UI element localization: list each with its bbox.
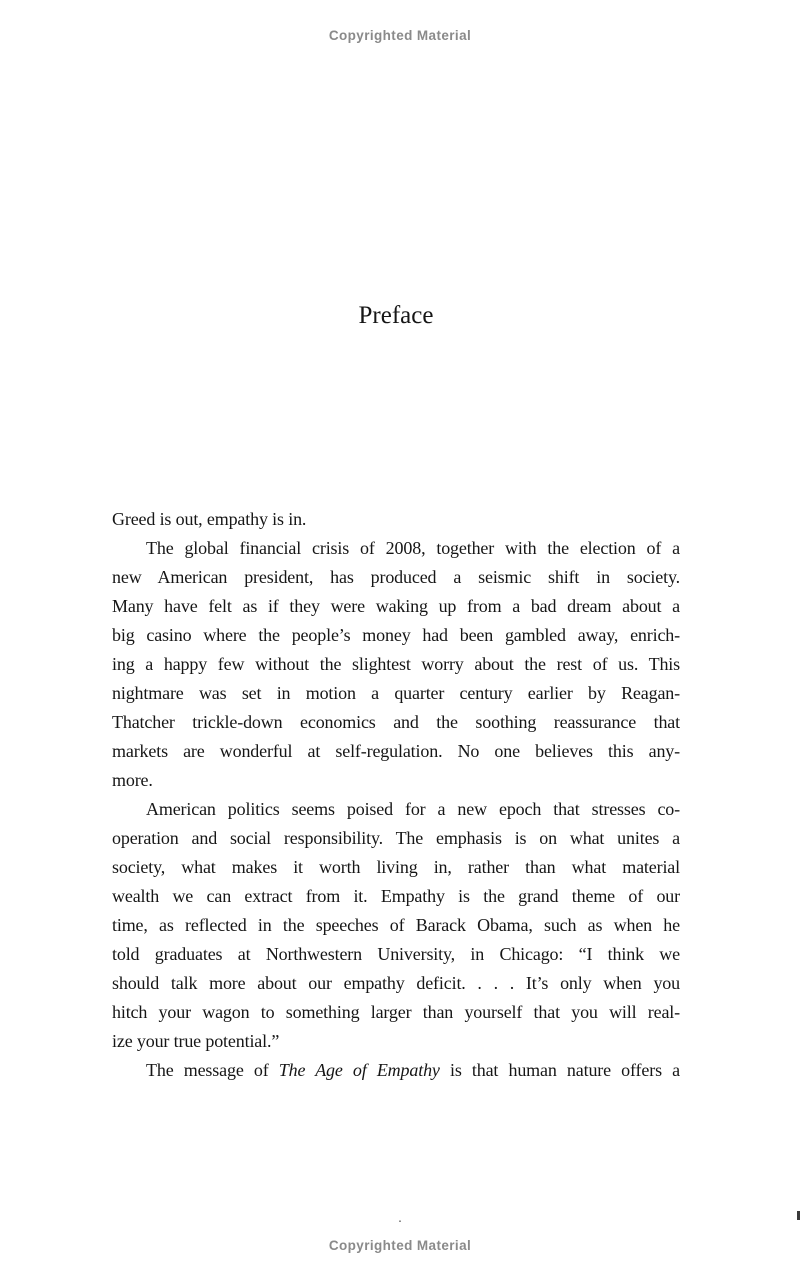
paragraph [112, 795, 680, 1056]
footer-dot: . [398, 1211, 402, 1226]
text-line [112, 1027, 680, 1056]
text-line [112, 592, 680, 621]
text-segment: Many have felt as if they were waking up from a bad dream about a [112, 596, 680, 616]
text-line [112, 795, 680, 824]
text-line [112, 824, 680, 853]
text-line [112, 563, 680, 592]
text-line [112, 766, 680, 795]
text-segment: markets are wonderful at self-regulation. No one believes this any- [112, 741, 680, 761]
text-segment: new American president, has produced a seismic shift in society. [112, 567, 680, 587]
text-line [112, 998, 680, 1027]
text-segment: The global financial crisis of 2008, together with the election of a [146, 538, 680, 558]
text-segment: ing a happy few without the slightest worry about the rest of us. This [112, 654, 680, 674]
text-segment: Thatcher trickle-down economics and the soothing reassurance that [112, 712, 680, 732]
text-line [112, 650, 680, 679]
text-segment: is that human nature offers a [439, 1060, 680, 1080]
text-segment: told graduates at Northwestern University, in Chicago: “I think we [112, 944, 680, 964]
paragraph [112, 505, 680, 534]
text-segment: wealth we can extract from it. Empathy is the grand theme of our [112, 886, 680, 906]
text-line [112, 505, 680, 534]
text-segment: more. [112, 770, 153, 790]
text-segment: operation and social responsibility. The emphasis is on what unites a [112, 828, 680, 848]
text-segment: should talk more about our empathy deficit. . . . It’s only when you [112, 973, 680, 993]
text-segment: big casino where the people’s money had been gambled away, enrich- [112, 625, 680, 645]
text-segment: society, what makes it worth living in, rather than what material [112, 857, 680, 877]
text-segment: American politics seems poised for a new epoch that stresses co- [146, 799, 680, 819]
text-line [112, 621, 680, 650]
text-line [112, 534, 680, 563]
copyright-watermark-bottom: Copyrighted Material [328, 1238, 472, 1253]
text-line [112, 940, 680, 969]
body-text [112, 505, 680, 1085]
text-line [112, 911, 680, 940]
book-title-italic: The Age of Empathy [278, 1060, 440, 1080]
text-segment: The message of [146, 1060, 279, 1080]
text-segment: nightmare was set in motion a quarter century earlier by Reagan- [112, 683, 680, 703]
paragraph [112, 534, 680, 795]
text-line [112, 1056, 680, 1085]
text-line [112, 969, 680, 998]
text-line [112, 737, 680, 766]
chapter-title: Preface [358, 302, 434, 329]
text-segment: time, as reflected in the speeches of Barack Obama, such as when he [112, 915, 680, 935]
text-segment: hitch your wagon to something larger than yourself that you will real- [112, 1002, 680, 1022]
text-line [112, 882, 680, 911]
text-segment: Greed is out, empathy is in. [112, 509, 307, 529]
text-line [112, 679, 680, 708]
copyright-watermark-top: Copyrighted Material [328, 28, 472, 43]
paragraph [112, 1056, 680, 1085]
text-line [112, 708, 680, 737]
text-line [112, 853, 680, 882]
text-segment: ize your true potential.” [112, 1031, 280, 1051]
